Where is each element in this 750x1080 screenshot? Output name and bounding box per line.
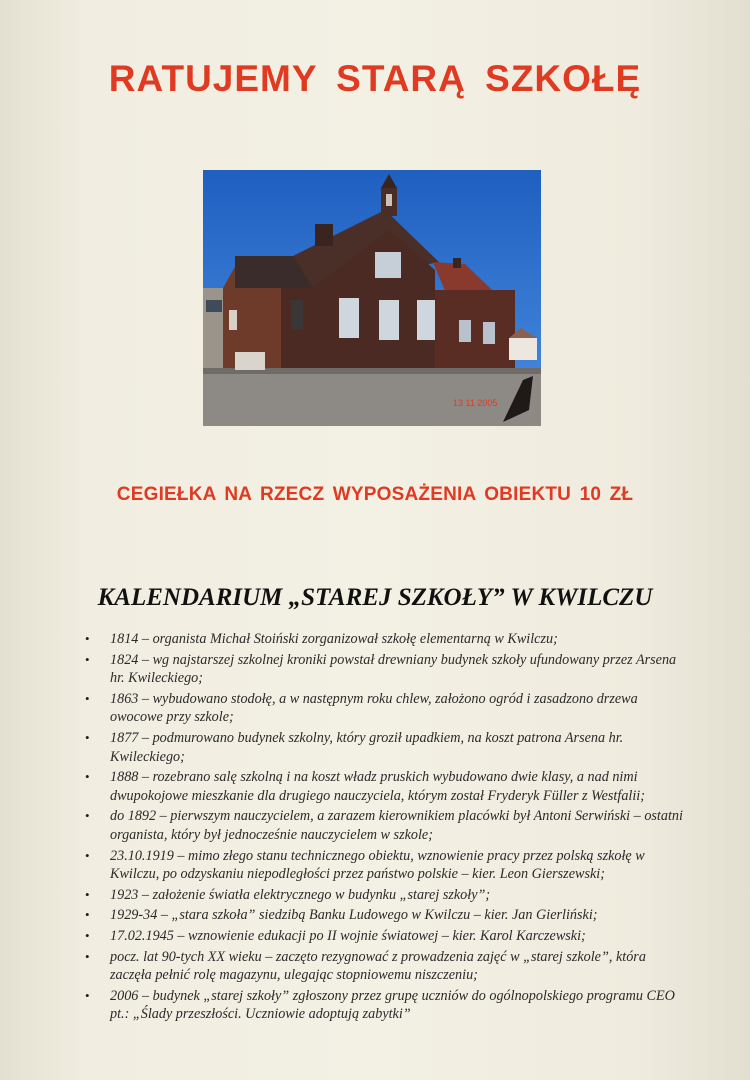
page-title: RATUJEMY STARĄ SZKOŁĘ — [108, 58, 642, 99]
list-item-text: pocz. lat 90-tych XX wieku – zaczęto rezygnować z prowadzenia zajęć w „starej szkole”, która zaczęła pełnić rolę magazynu, ulegając stopniowemu niszczeniu; — [110, 948, 646, 984]
list-item-text: 1929-34 – „stara szkoła” siedzibą Banku Ludowego w Kwilczu – kier. Jan Gierliński; — [110, 907, 598, 924]
list-item — [78, 886, 688, 905]
list-item — [78, 948, 688, 985]
pavement — [203, 368, 541, 426]
list-item — [78, 690, 688, 727]
list-item-text: 1824 – wg najstarszej szkolnej kroniki powstał drewniany budynek szkoły ufundowany przez Arsena hr. Kwileckiego; — [110, 651, 677, 687]
list-item — [78, 768, 688, 805]
school-building-illustration — [203, 170, 541, 426]
bullet-icon: • — [85, 690, 90, 706]
photo-date-stamp: 13 11 2005 — [453, 398, 498, 408]
list-item-text: 1814 – organista Michał Stoiński zorganizował szkołę elementarną w Kwilczu; — [110, 631, 558, 647]
list-item-text: 1888 – rozebrano salę szkolną i na koszt władz pruskich wybudowano dwie klasy, a nad nimi dwupokojowe mieszkanie dla drugiego nauczyciela, którym został Fryderyk Füller z Westfalii; — [110, 769, 645, 804]
window — [417, 300, 435, 340]
window — [339, 298, 359, 338]
list-item — [78, 651, 688, 688]
list-item — [78, 987, 688, 1024]
window — [459, 320, 471, 342]
bullet-icon: • — [85, 987, 90, 1003]
window — [291, 300, 303, 330]
list-item-text: 1923 – założenie światła elektrycznego w budynku „starej szkoły”; — [110, 886, 491, 903]
school-building-photo — [203, 170, 541, 426]
list-item — [78, 630, 688, 649]
donation-subtitle: CEGIEŁKA NA RZECZ WYPOSAŻENIA OBIEKTU 10 ZŁ — [116, 484, 634, 505]
list-item — [78, 847, 688, 884]
bullet-icon: • — [85, 948, 90, 964]
list-item-text: 1863 – wybudowano stodołę, a w następnym roku chlew, założono ogród i zasadzono drzewa owocowe przy szkole; — [110, 690, 638, 726]
window — [483, 322, 495, 344]
window — [375, 252, 401, 278]
list-item — [78, 729, 688, 766]
list-item-text: 2006 – budynek „starej szkoły” zgłoszony przez grupę uczniów do ogólnopolskiego programu CEO pt.: „Ślady przeszłości. Uczniowie adoptują zabytki” — [110, 987, 675, 1023]
small-house — [509, 338, 537, 360]
bullet-icon: • — [85, 729, 90, 745]
bullet-icon: • — [85, 808, 90, 824]
bullet-icon: • — [85, 927, 90, 943]
list-item — [78, 927, 688, 946]
window — [379, 300, 399, 340]
building-right-wing — [435, 290, 515, 370]
bullet-icon: • — [85, 886, 90, 902]
list-item-text: 23.10.1919 – mimo złego stanu technicznego obiektu, wznowienie pracy przez polską szkołę w Kwilczu, po odzyskaniu niepodległości przez państwo polskie – kier. Leon Gierszewski; — [110, 847, 645, 883]
list-item-text: do 1892 – pierwszym nauczycielem, a zarazem kierownikiem placówki był Antoni Serwiński – ostatni organista, który był jednocześnie nauczycielem w szkole; — [110, 808, 683, 843]
bullet-icon: • — [85, 769, 90, 785]
list-item-text: 1877 – podmurowano budynek szkolny, który groził upadkiem, na koszt patrona Arsena hr. Kwileckiego; — [110, 729, 624, 765]
list-item-text: 17.02.1945 – wznowienie edukacji po II wojnie światowej – kier. Karol Karczewski; — [110, 927, 586, 944]
bullet-icon: • — [85, 847, 90, 863]
bullet-icon: • — [85, 651, 90, 667]
calendar-list — [78, 630, 688, 1026]
calendar-heading: KALENDARIUM „STAREJ SZKOŁY” W KWILCZU — [97, 584, 653, 611]
bullet-icon: • — [85, 631, 90, 646]
list-item — [78, 807, 688, 844]
bullet-icon: • — [85, 907, 90, 923]
list-item — [78, 906, 688, 925]
